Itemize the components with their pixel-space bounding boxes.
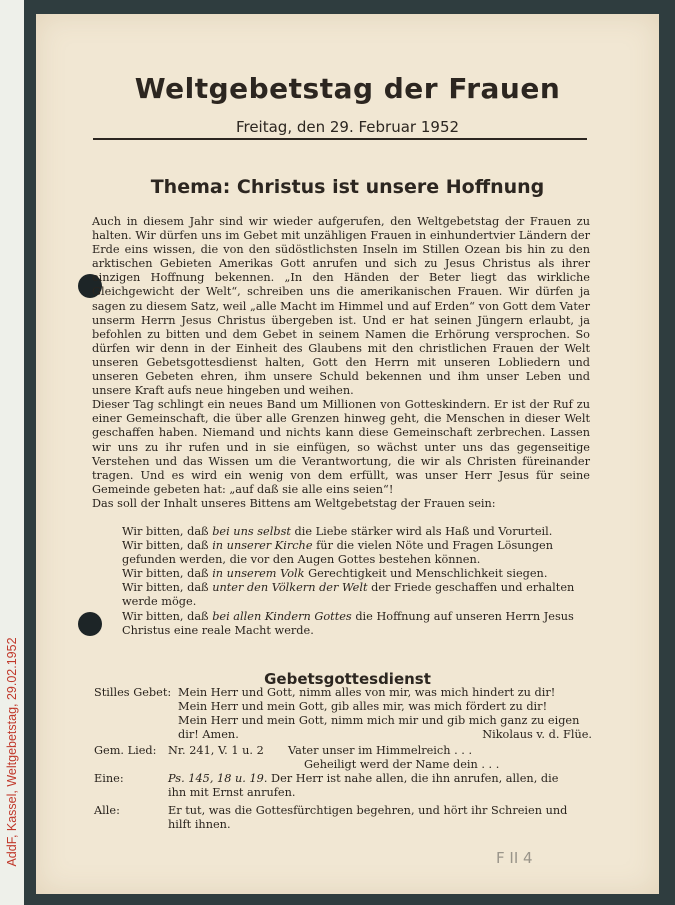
prayer-line: Mein Herr und Gott, nimm alles von mir, was mich hindert zu dir! <box>178 686 556 699</box>
archive-pencil-mark: F II 4 <box>496 849 533 867</box>
all-label: Alle: <box>94 804 120 817</box>
document-date: Freitag, den 29. Februar 1952 <box>235 118 460 136</box>
petition-item: Wir bitten, daß unter den Völkern der Welt der Friede geschaffen und erhalten werde möge. <box>122 581 575 609</box>
title-divider <box>93 138 587 140</box>
archive-side-label-text: AddF, Kassel, Weltgebetstag, 29.02.1952 <box>5 637 19 867</box>
petition-item: Wir bitten, daß bei uns selbst die Liebe stärker wird als Haß und Vorurteil. <box>122 525 553 538</box>
reader-label: Eine: <box>94 772 124 785</box>
service-heading: Gebetsgottesdienst <box>264 670 431 688</box>
document-page <box>36 14 659 894</box>
hymn-line-1: Vater unser im Himmelreich . . . <box>288 744 473 757</box>
paragraph: Das soll der Inhalt unseres Bittens am Weltgebetstag der Frauen sein: <box>92 496 496 510</box>
intro-text <box>92 215 590 511</box>
paragraph: Auch in diesem Jahr sind wir wieder aufgerufen, den Weltgebetstag der Frauen zu halten. Wir dürfen uns im Gebet mit unzähligen Frauen in einhundertvier Ländern der Erde eins wissen, die von den südöstlichsten Inseln im Stillen Ozean bis hin zu den arktischen Gebieten Amerikas Gott anrufen und sich zu Jesus Christus als ihrer einzigen Hoffnung bekennen. „In den Händen der Beter liegt das wirkliche Gleichgewicht der Welt“, schreiben uns die amerikanischen Frauen. Wir dürfen ja sagen zu diesem Satz, weil „alle Macht im Himmel und auf Erden“ von Gott dem Vater unserm Herrn Jesus Christus übergeben ist. Und er hat seinen Jüngern erlaubt, ja befohlen zu bitten und dem Gebet in seinem Namen die Erhörung versprochen. So dürfen wir denn in der Einheit des Glaubens mit den christlichen Frauen der Welt unseren Gebetsgottesdienst halten, Gott den Herrn mit unseren Lobliedern und unseren Gebeten ehren, ihm unsere Schuld bekennen und ihm unser Leben und unsere Kraft aufs neue hingeben und weihen. <box>92 215 590 398</box>
reader-text: Ps. 145, 18 u. 19. Der Herr ist nahe allen, die ihn anrufen, allen, die ihn mit Ernst anrufen. <box>168 772 559 800</box>
document-title: Weltgebetstag der Frauen <box>134 72 561 105</box>
punch-hole-bottom <box>78 612 102 636</box>
stilles-gebet-text <box>178 686 592 742</box>
prayer-last-line: dir! Amen. Nikolaus v. d. Flüe. <box>178 728 592 742</box>
hymn-label: Gem. Lied: <box>94 744 157 757</box>
paragraph: Dieser Tag schlingt ein neues Band um Millionen von Gotteskindern. Er ist der Ruf zu einer Gemeinschaft, die über alle Grenzen hinweg geht, die Menschen in dieser Welt geschaffen haben. Niemand und nichts kann diese Gemeinschaft zerbrechen. Lassen wir uns zu ihr rufen und in sie einfügen, so wächst unter uns das gegenseitige Verstehen und das Wissen um die Verantwortung, die wir als Christen füreinander tragen. Und es wird ein wenig von dem erfüllt, was unser Herr Jesus für seine Gemeinde gebeten hat: „auf daß sie alle eins seien“! <box>92 398 590 496</box>
hymn-number: Nr. 241, V. 1 u. 2 <box>168 744 264 757</box>
hymn-line-2: Geheiligt werd der Name dein . . . <box>304 758 500 771</box>
petition-list <box>122 525 592 638</box>
theme-heading: Thema: Christus ist unsere Hoffnung <box>150 176 545 198</box>
prayer-line: Mein Herr und mein Gott, nimm mich mir und gib mich ganz zu eigen <box>178 714 580 728</box>
all-text: Er tut, was die Gottesfürchtigen begehren, und hört ihr Schreien und hilft ihnen. <box>168 804 568 832</box>
petition-item: Wir bitten, daß in unserer Kirche für die vielen Nöte und Fragen Lösungen gefunden werden, die vor den Augen Gottes bestehen können. <box>122 539 554 567</box>
prayer-author: Nikolaus v. d. Flüe. <box>482 728 592 742</box>
prayer-line: Mein Herr und mein Gott, gib alles mir, was mich fördert zu dir! <box>178 700 548 714</box>
stilles-gebet-label: Stilles Gebet: <box>94 686 172 699</box>
petition-item: Wir bitten, daß in unserem Volk Gerechtigkeit und Menschlichkeit siegen. <box>122 567 548 581</box>
petition-item: Wir bitten, daß bei allen Kindern Gottes die Hoffnung auf unseren Herrn Jesus Christus eine reale Macht werde. <box>122 609 574 637</box>
archive-side-label <box>0 0 24 905</box>
psalm-reference: Ps. 145, 18 u. 19. <box>168 772 268 785</box>
